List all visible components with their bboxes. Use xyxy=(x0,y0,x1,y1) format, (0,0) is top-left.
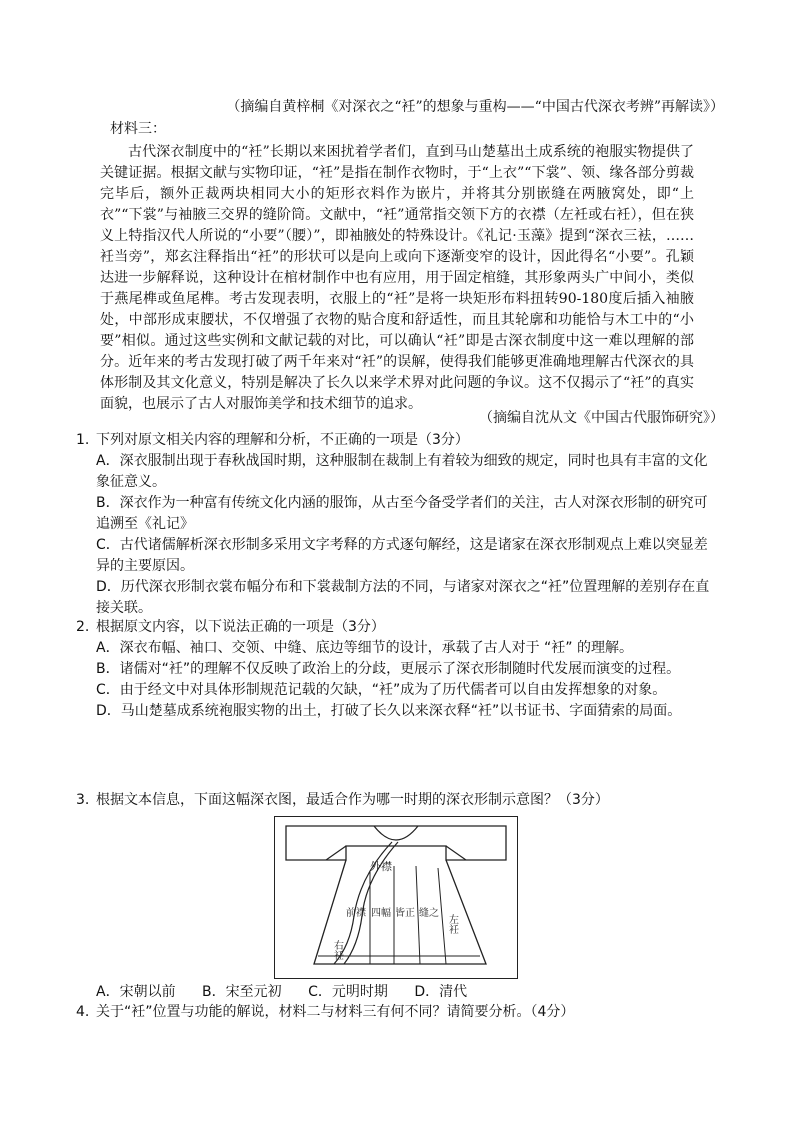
option-d: D．马山楚墓成系统袍服实物的出土，打破了长久以来深衣释“衽”以书证书、字面猜索的局面。 xyxy=(96,703,682,719)
option-a: A．深衣布幅、袖口、交领、中缝、底边等细节的设计，承载了古人对于 “衽” 的理解。 xyxy=(96,640,633,656)
question-number: 4. xyxy=(76,1004,90,1020)
question-1 xyxy=(76,430,716,619)
option-d: D．历代深衣形制衣裳布幅分布和下裳裁制方法的不同，与诸家对深衣之“衽”位置理解的差别存在直接关联。 xyxy=(96,579,710,616)
label-right-ren: 右衽 xyxy=(331,940,343,960)
option-c: C．古代诸儒解析深衣形制多采用文字考释的方式逐句解经，这是诸家在深衣形制观点上难以突显差异的主要原因。 xyxy=(96,537,708,574)
question-4 xyxy=(76,1002,716,1023)
question-3-options xyxy=(96,982,489,1003)
shenyi-diagram xyxy=(274,816,518,979)
question-text: 关于“衽”位置与功能的解说，材料二与材料三有何不同？请简要分析。（4分） xyxy=(96,1004,575,1020)
option-a: A．深衣服制出现于春秋战国时期，这种服制在裁制上有着较为细致的规定，同时也具有丰富的文化象征意义。 xyxy=(96,453,708,490)
option-c: C．由于经文中对具体形制规范记载的欠缺，“衽”成为了历代儒者可以自由发挥想象的对象。 xyxy=(96,682,667,698)
question-text: 根据文本信息，下面这幅深衣图，最适合作为哪一时期的深衣形制示意图？（3分） xyxy=(96,792,609,808)
material-paragraph: 古代深衣制度中的“衽”长期以来困扰着学者们，直到马山楚墓出土成系统的袍服实物提供了关键证据。根据文献与实物印证，“衽”是指在制作衣物时，于“上衣”“下裳”、领、缘各部分剪裁完毕后，额外正裁两块相同大小的矩形衣料作为嵌片，并将其分别嵌缝在两腋窝处，即“上衣”“下裳”与袖腋三交界的缝阶筒。文献中，“衽”通常指交领下方的衣襟（左衽或右衽），但在狭义上特指汉代人所说的“小要”（腰）”，即袖腋处的特殊设计。《礼记·玉藻》提到“深衣三袪，……衽当旁”，郑玄注释指出“衽”的形状可以是向上或向下逐渐变窄的设计，因此得名“小要”。孔颖达进一步解释说，这种设计在棺材制作中也有应用，用于固定棺缝，其形象两头广中间小，类似于燕尾榫或鱼尾榫。考古发现表明，衣服上的“衽”是将一块矩形布料扭转90-180度后插入袖腋处，中部形成束腰状，不仅增强了衣物的贴合度和舒适性，而且其轮廓和功能恰与木工中的“小要”相似。通过这些实例和文献记载的对比，可以确认“衽”即是古深衣制度中这一难以理解的部分。近年来的考古发现打破了两千年来对“衽”的误解，使得我们能够更准确地理解古代深衣的具体形制及其文化意义，特别是解决了长久以来学术界对此问题的争议。这不仅揭示了“衽”的真实面貌，也展示了古人对服饰美学和技术细节的追求。 xyxy=(100,144,694,412)
option-d: D．清代 xyxy=(414,984,468,1000)
label-seam-of: 缝之 xyxy=(419,908,439,919)
question-number: 1. xyxy=(76,432,90,448)
source-citation-1: （摘编自黄梓桐《对深衣之“衽”的想象与重构——“中国古代深衣考辨”再解读》） xyxy=(226,99,724,115)
question-text: 根据原文内容，以下说法正确的一项是（3分） xyxy=(96,619,385,635)
option-b: B．宋至元初 xyxy=(202,984,282,1000)
option-c: C．元明时期 xyxy=(308,984,388,1000)
question-2-stem xyxy=(76,617,716,638)
question-number: 3. xyxy=(76,792,90,808)
question-1-stem xyxy=(76,430,716,451)
option-b: B．深衣作为一种富有传统文化内涵的服饰，从古至今备受学者们的关注，古人对深衣形制的研究可追溯至《礼记》 xyxy=(96,495,708,532)
question-number: 2. xyxy=(76,619,90,635)
label-four-panels: 四幅 xyxy=(371,908,391,919)
material-label: 材料三： xyxy=(110,121,166,137)
label-outer-lapel: 外襟 xyxy=(370,860,392,873)
option-a: A．宋朝以前 xyxy=(96,984,176,1000)
label-left-ren: 左衽 xyxy=(446,914,458,934)
label-front-lapel: 前襟 xyxy=(346,908,366,919)
source-citation-2: （摘编自沈从文《中国古代服饰研究》） xyxy=(479,410,724,426)
question-3 xyxy=(76,790,716,811)
question-4-stem xyxy=(76,1002,716,1023)
option-b: B．诸儒对“衽”的理解不仅反映了政治上的分歧，更展示了深衣形制随时代发展而演变的过程。 xyxy=(96,661,681,677)
question-text: 下列对原文相关内容的理解和分析，不正确的一项是（3分） xyxy=(96,432,469,448)
question-3-stem xyxy=(76,790,716,811)
label-all-straight: 皆正 xyxy=(395,908,415,919)
question-2 xyxy=(76,617,716,722)
